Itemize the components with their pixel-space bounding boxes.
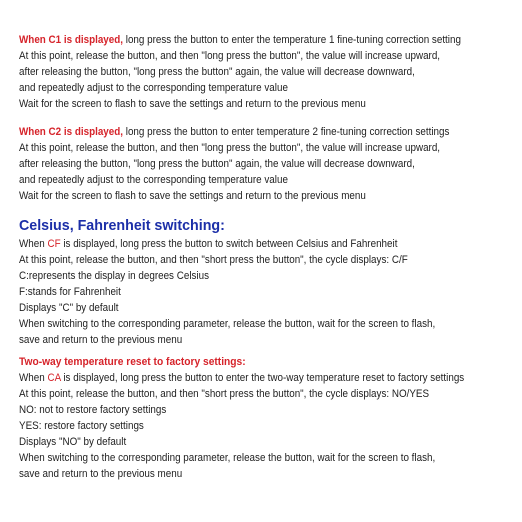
c2-line: after releasing the button, "long press the button" again, the value will decrease downward, [19,158,415,170]
ca-line: At this point, release the button, and then "short press the button", the cycle displays: NO/YES [19,388,430,400]
ca-line: save and return to the previous menu [19,468,183,480]
c1-line: Wait for the screen to flash to save the settings and return to the previous menu [19,98,366,110]
ca-line: YES: restore factory settings [19,420,144,432]
ca-first-pre: When [19,372,48,384]
cf-first-pre: When [19,238,48,250]
c2-line: At this point, release the button, and then "long press the button", the value will increase upward, [19,142,441,154]
cf-line: C:represents the display in degrees Celsius [19,270,210,282]
cf-first-line [19,236,483,252]
cf-line: Displays "C" by default [19,302,119,314]
cf-keyword: CF [47,238,61,250]
c1-lead: When C1 is displayed, [19,34,124,46]
section-cf [19,216,518,348]
c2-line: and repeatedly adjust to the corresponding temperature value [19,174,288,186]
ca-first-post: is displayed, long press the button to enter the two-way temperature reset to factory settings [60,372,465,384]
cf-line: F:stands for Fahrenheit [19,286,121,298]
ca-line: Displays "NO" by default [19,436,127,448]
ca-line: NO: not to restore factory settings [19,404,167,416]
c1-line: At this point, release the button, and then "long press the button", the value will increase upward, [19,50,441,62]
c1-first-line [19,32,483,48]
c2-lead: When C2 is displayed, [19,126,124,138]
section-c2 [19,124,518,204]
cf-line: At this point, release the button, and then "short press the button", the cycle displays: C/F [19,254,408,266]
cf-line: save and return to the previous menu [19,334,183,346]
c2-first-line [19,124,483,140]
ca-first-line [19,370,483,386]
c2-line: Wait for the screen to flash to save the settings and return to the previous menu [19,190,366,202]
ca-keyword: CA [47,372,61,384]
c1-line: and repeatedly adjust to the corresponding temperature value [19,82,288,94]
section-ca [19,354,518,482]
c1-first-rest: long press the button to enter the temperature 1 fine-tuning correction setting [123,34,461,46]
section-c1 [19,32,518,112]
cf-first-post: is displayed, long press the button to switch between Celsius and Fahrenheit [60,238,398,250]
ca-heading: Two-way temperature reset to factory settings: [19,356,246,368]
cf-heading: Celsius, Fahrenheit switching: [19,217,225,234]
c1-line: after releasing the button, "long press the button" again, the value will decrease downward, [19,66,415,78]
cf-line: When switching to the corresponding parameter, release the button, wait for the screen to flash, [19,318,436,330]
c2-first-rest: long press the button to enter temperature 2 fine-tuning correction settings [123,126,450,138]
ca-line: When switching to the corresponding parameter, release the button, wait for the screen to flash, [19,452,436,464]
